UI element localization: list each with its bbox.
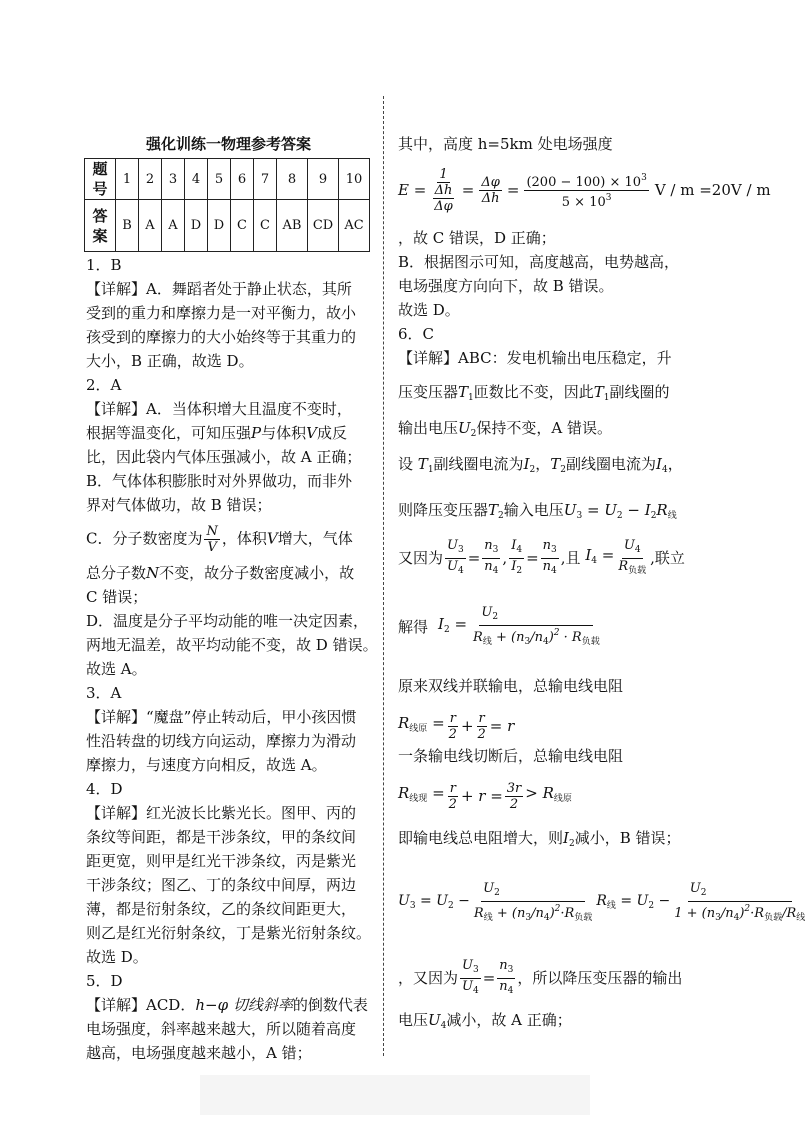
r-line: 设 $T_1$副线圈电流为$I_2$，$T_2$副线圈电流为$I_4$， xyxy=(398,455,683,475)
new-resistance-equation: $R_{线现}$ = $\frac{r}{2}$ + r = $\frac{3r}{2}$ > $R_{线原}$ xyxy=(398,780,572,812)
table-row xyxy=(85,159,370,200)
q1-line: 大小，B 正确，故选 D。 xyxy=(86,352,254,370)
r-line: 电压$U_4$减小，故 A 正确； xyxy=(398,1011,572,1031)
q4-line: 薄，都是衍射条纹，乙的条纹间距更大， xyxy=(86,900,357,918)
r-line: ，又因为 $\frac{U_3}{U_4}$ = $\frac{n_3}{n_4}$ ，所以降压变压器的输出 xyxy=(398,957,683,996)
q2-line: C 错误； xyxy=(86,588,148,606)
q4-line: 故选 D。 xyxy=(86,948,148,966)
q1-line: 孩受到的摩擦力的大小始终等于其重力的 xyxy=(86,328,357,346)
table-cell: 1 xyxy=(116,159,139,200)
current-solution-equation: 解得 $I_2$ = $\frac{U_2}{R_线 + (n_3/n_4)^2 \cdot R_{负载}}$ xyxy=(398,604,600,647)
q2-number: 2．A xyxy=(86,376,122,394)
q4-line: 条纹等间距，都是干涉条纹，甲的条纹间 xyxy=(86,828,357,846)
q5-line: 越高，电场强度越来越小，A 错； xyxy=(86,1044,312,1062)
q2-line: 根据等温变化，可知压强P与体积V成反 xyxy=(86,424,347,442)
q3-line: 摩擦力，与速度方向相反，故选 A。 xyxy=(86,756,327,774)
table-cell: 10 xyxy=(339,159,370,200)
table-header-cell: 答案 xyxy=(85,200,116,252)
page-title: 强化训练一物理参考答案 xyxy=(146,135,312,153)
q3-line: 【详解】“魔盘”停止转动后，甲小孩因惯 xyxy=(86,708,357,726)
r-line: 一条输电线切断后，总输电线电阻 xyxy=(398,747,624,765)
table-cell: D xyxy=(208,200,231,252)
r-line: 压变压器$T_1$匝数比不变，因此$T_1$副线圈的 xyxy=(398,383,670,403)
q2-line: 【详解】A．当体积增大且温度不变时， xyxy=(86,400,352,418)
table-cell: AB xyxy=(277,200,308,252)
q2-line: 比，因此袋内气体压强减小，故 A 正确； xyxy=(86,448,362,466)
r-line: 其中，高度 h=5km 处电场强度 xyxy=(398,135,613,153)
r-line: ，故 C 错误，D 正确； xyxy=(398,229,556,247)
table-cell: 3 xyxy=(162,159,185,200)
r-line: 故选 D。 xyxy=(398,301,460,319)
q4-line: 干涉条纹；图乙、丁的条纹中间厚，两边 xyxy=(86,876,357,894)
q2-line: B．气体体积膨胀时对外界做功，而非外 xyxy=(86,472,353,490)
r-line: 即输电线总电阻增大，则$I_2$减小，B 错误； xyxy=(398,829,681,849)
table-cell: C xyxy=(231,200,254,252)
table-cell: 5 xyxy=(208,159,231,200)
q4-line: 距更宽，则甲是红光干涉条纹，丙是紫光 xyxy=(86,852,357,870)
q6-number: 6．C xyxy=(398,325,435,343)
footer-shade xyxy=(200,1075,590,1115)
q1-number: 1．B xyxy=(86,256,122,274)
table-cell: A xyxy=(139,200,162,252)
table-cell: A xyxy=(162,200,185,252)
q4-line: 则乙是红光衍射条纹，丁是紫光衍射条纹。 xyxy=(86,924,372,942)
r-line: 原来双线并联输电，总输电线电阻 xyxy=(398,677,624,695)
q4-number: 4．D xyxy=(86,780,123,798)
r-line: B．根据图示可知，高度越高，电势越高， xyxy=(398,253,680,271)
table-cell: D xyxy=(185,200,208,252)
q2-line: 总分子数N不变，故分子数密度减小，故 xyxy=(86,564,355,582)
table-cell: 7 xyxy=(254,159,277,200)
r-line: 【详解】ABC：发电机输出电压稳定，升 xyxy=(398,349,672,367)
q3-number: 3．A xyxy=(86,684,122,702)
q2-line: 故选 A。 xyxy=(86,660,147,678)
table-cell: C xyxy=(254,200,277,252)
q1-line: 受到的重力和摩擦力是一对平衡力，故小 xyxy=(86,304,357,322)
q2-line: D．温度是分子平均动能的唯一决定因素， xyxy=(86,612,369,630)
q5-line: 电场强度，斜率越来越大，所以随着高度 xyxy=(86,1020,357,1038)
q1-line: 【详解】A．舞蹈者处于静止状态，其所 xyxy=(86,280,352,298)
table-header-cell: 题号 xyxy=(85,159,116,200)
q4-line: 【详解】红光波长比紫光长。图甲、丙的 xyxy=(86,804,357,822)
q2-line: C．分子数密度为 $\frac{N}{V}$ ，体积V增大，气体 xyxy=(86,524,353,555)
table-cell: B xyxy=(116,200,139,252)
r-line: 则降压变压器$T_2$输入电压$U_3 = U_2 - I_2R_线$ xyxy=(398,501,677,521)
table-cell: 4 xyxy=(185,159,208,200)
q5-line: 【详解】ACD．h−φ 切线斜率的倒数代表 xyxy=(86,996,368,1014)
answer-table xyxy=(84,158,370,252)
original-resistance-equation: $R_{线原}$ = $\frac{r}{2}$ + $\frac{r}{2}$ = r xyxy=(398,710,515,742)
q2-line: 两地无温差，故平均动能不变，故 D 错误。 xyxy=(86,636,378,654)
table-cell: 2 xyxy=(139,159,162,200)
table-cell: 8 xyxy=(277,159,308,200)
electric-field-equation: E = $\frac{1}{\frac{\Delta h}{\Delta\varphi}}$ = $\frac{\Delta\varphi}{\Delta h}$ = $\frac{(200 - 100) \times 10^3}{5 \times 10^3}$ V / m =20V / m xyxy=(398,166,771,214)
voltage-u3-equation: $U_3 = U_2$ − $\frac{U_2}{R_线 + (n_3/n_4)^2\cdot R_{负载}}$ $R_线 = U_2$ − $\frac{U_2}{1 + (n_3/n_4)^2\cdot R_{负载}/R_线}$ xyxy=(398,880,806,923)
q3-line: 性沿转盘的切线方向运动，摩擦力为滑动 xyxy=(86,732,357,750)
table-cell: CD xyxy=(308,200,339,252)
r-line: 输出电压$U_2$保持不变，A 错误。 xyxy=(398,419,613,439)
q2-line: 界对气体做功，故 B 错误； xyxy=(86,496,272,514)
table-cell: 9 xyxy=(308,159,339,200)
table-cell: AC xyxy=(339,200,370,252)
column-divider xyxy=(383,96,384,1056)
q5-number: 5．D xyxy=(86,972,123,990)
r-line: 电场强度方向向下，故 B 错误。 xyxy=(398,277,614,295)
ratio-equation: 又因为 $\frac{U_3}{U_4}$ = $\frac{n_3}{n_4}$ , $\frac{I_4}{I_2}$ = $\frac{n_3}{n_4}$ , 且 $I_4$ = $\frac{U_4}{R_{负载}}$ , 联立 xyxy=(398,537,685,576)
table-row xyxy=(85,200,370,252)
table-cell: 6 xyxy=(231,159,254,200)
